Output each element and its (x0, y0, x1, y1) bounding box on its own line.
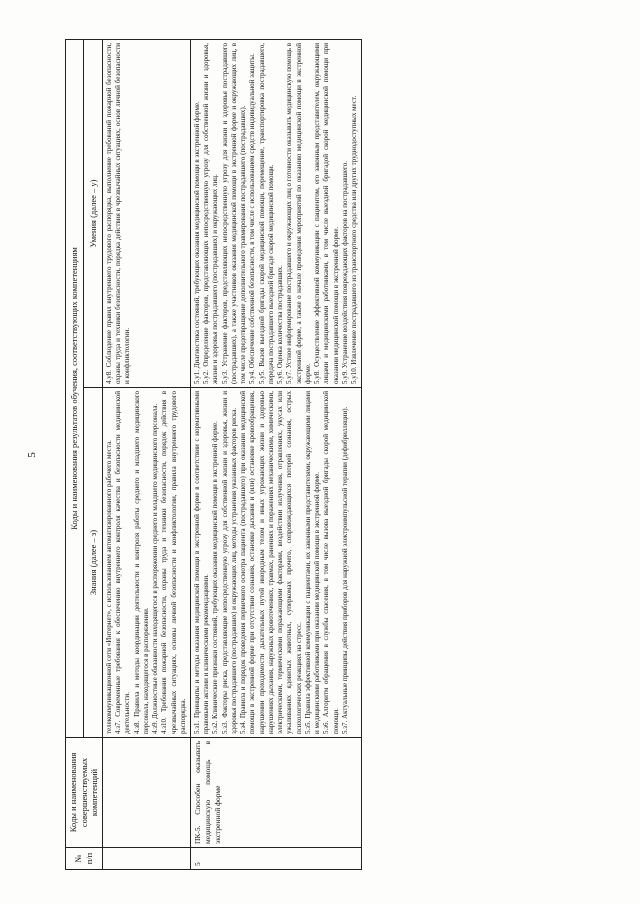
header-results: Коды и наименования результатов обучения, соответствующих компетенциям (66, 39, 84, 737)
knowledge-item: 5.з2. Клинические признаки состояний, требующих оказания медицинской помощи в экстренной форме. (211, 421, 220, 734)
header-knowledge: Знания (далее – з) (84, 388, 102, 738)
skill-item: 5.у6. Оценка количества пострадавших. (276, 265, 285, 384)
knowledge-cell (102, 388, 190, 738)
skill-item: 5.у4. Обеспечение собственной безопасности, в том числе с использованием средств индивидуальной защиты. (248, 53, 257, 384)
competency-cell: ПК-5. Способен оказывать медицинскую помощь в экстренной форме (190, 738, 361, 848)
competency-cell (102, 738, 190, 848)
knowledge-item: 4.з10. Требования пожарной безопасности, охраны труда и техники безопасности, порядок действия в чрезвычайных ситуациях, основы личной безопасности и конфликтологии, правила внутреннего трудового распорядка. (160, 391, 187, 734)
knowledge-cell (190, 388, 361, 738)
header-num: № п/п (66, 848, 103, 870)
table-row (190, 39, 361, 869)
header-competency: Коды и наименования совершенствуемых компетенций (66, 738, 103, 848)
table-row (102, 39, 190, 869)
skills-cell (190, 39, 361, 387)
knowledge-item: 4.з8. Правила и методы координации деятельности и контроля работы среднего и младшего медицинского персонала, находящегося в распоряжении. (132, 391, 150, 734)
knowledge-item: 5.з6. Алгоритм обращения в службы спасения, в том числе вызова выездной бригады скорой медицинской помощи. (322, 391, 340, 734)
skill-item: 4.у8. Соблюдение правил внутреннего трудового распорядка, выполнение требований пожарной безопасности, охраны труда и техники безопасности, порядка действия в чрезвычайных ситуациях, основ личной безопасности и конфликтологии. (104, 42, 132, 384)
header-skills: Умения (далее – у) (84, 39, 102, 387)
row-num-cell: 5 (190, 848, 361, 870)
header-row (66, 39, 84, 869)
knowledge-item: 5.з7. Актуальные принципы действия приборов для наружной электроимпульсной терапии (дефибрилляции). (340, 406, 349, 734)
skill-item: 5.у8. Осуществление эффективной коммуникации с пациентом, его законным представителем, окружающими лицами и медицинскими работниками, в том числе выездной бригадой скорой медицинской помощи при оказании медицинской помощи в экстренной форме. (313, 42, 340, 384)
knowledge-item: 5.з3. Факторы риска, представляющие непосредственную угрозу для собственной жизни и здоровья, жизни и здоровья пострадавшего (пострадавших) и окружающих лиц, методы устранения указанных факторов риска. (220, 391, 238, 734)
knowledge-item: 5.з4. Правила и порядок проведения первичного осмотра пациента (пострадавшего) при оказании медицинской помощи в экстренной форме при отсутствии сознания, остановке дыхания и (или) остановке кровообращения, нарушении проходимости дыхательных путей инородным телом и иных угрожающих жизни и здоровью нарушениях дыхания, наружных кровотечениях, травмах, ранениях и поражениях механическими, химическими, электрическими, термическими поражающими факторами, воздействии излучения, отравлениях, укусах или ужаливаниях ядовитых животных, суперкомах прочего, сопровождающихся потерей сознания, острых психологических реакциях на стресс. (239, 391, 303, 734)
competency-table (65, 39, 362, 870)
skill-item: 5.у5. Вызов выездной бригады скорой медицинской помощи, перемещение, транспортировка пострадавшего, передача пострадавшего выездной бригаде скорой медицинской помощи. (257, 42, 275, 384)
row-num-cell (102, 848, 190, 870)
skill-item: 5.у10. Извлечение пострадавшего из транспортного средства или других труднодоступных мест. (349, 95, 358, 384)
skill-item: 5.у7. Устное информирование пострадавшего и окружающих лиц о готовности оказывать медицинскую помощь в экстренной форме, а также о начале проведения мероприятий по оказанию медицинской помощи в экстренной форме. (285, 42, 312, 384)
skill-item: 5.у3. Устранение факторов, представляющих непосредственную угрозу для жизни и здоровья пострадавшего (пострадавших), а также участников оказания медицинской помощи в экстренной форме и окружающих лиц, в том числе предотвращение дополнительного травмирования пострадавшего (пострадавших). (220, 42, 248, 384)
skills-cell (102, 39, 190, 387)
knowledge-item: телекоммуникационной сети «Интернет», с использованием автоматизированного рабочего места. (104, 440, 113, 734)
page-number: 5 (26, 452, 38, 458)
rotated-page-content (20, 25, 620, 885)
skill-item: 5.у1. Диагностика состояний, требующих оказания медицинской помощи в экстренной форме. (192, 101, 201, 384)
knowledge-item: 5.з5. Правила эффективной коммуникации с пациентами, их законными представителями, окружающими лицами и медицинскими работниками при оказании медицинской помощи в экстренной форме. (303, 391, 322, 734)
knowledge-item: 4.з7. Современные требования к обеспечению внутреннего контроля качества и безопасности медицинской деятельности. (114, 391, 132, 734)
knowledge-item: 5.з1. Принципы и методы оказания медицинской помощи в экстренной форме в соответствии с нормативными правовыми актами и клиническими рекомендациями. (192, 391, 211, 734)
knowledge-item: 4.з9. Должностные обязанности находящегося в распоряжении среднего и младшего медицинского персонала. (151, 403, 160, 734)
skill-item: 5.у2. Определение факторов, представляющих непосредственную угрозу для собственной жизни и здоровья, жизни и здоровья пострадавшего (пострадавших) и окружающих лиц. (202, 42, 220, 384)
skill-item: 5.у9. Устранение воздействия повреждающих факторов на пострадавшего. (340, 161, 349, 384)
